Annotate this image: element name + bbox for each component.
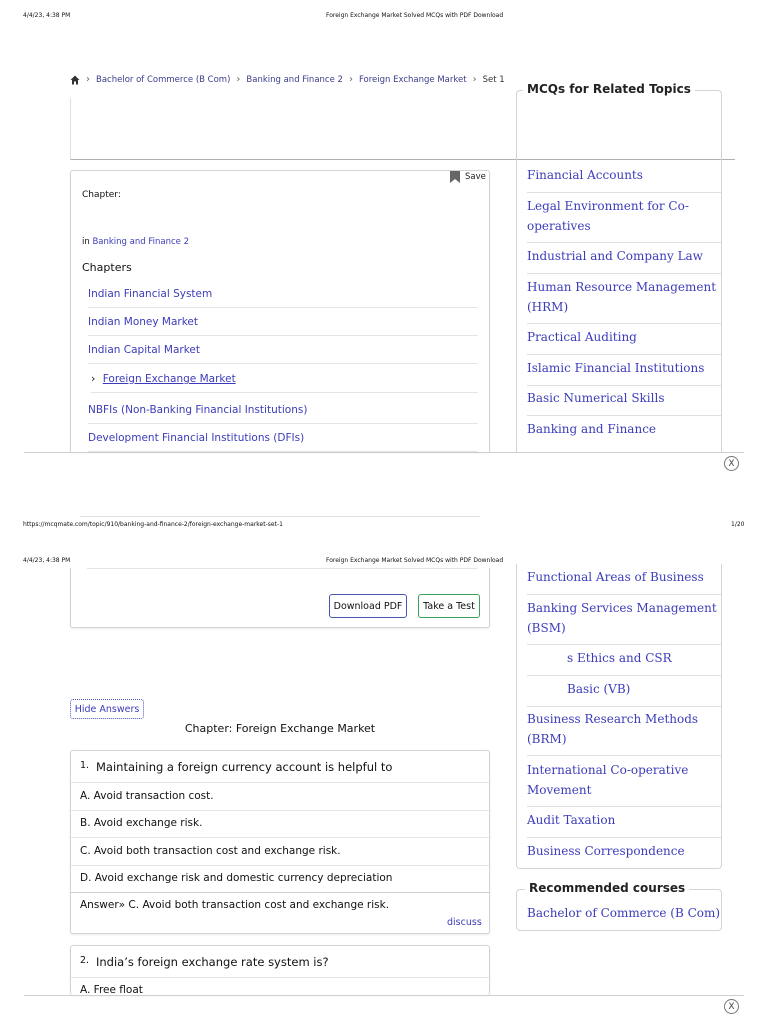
related-topics-title: MCQs for Related Topics xyxy=(523,82,695,96)
sidebar-topic[interactable]: Functional Areas of Business xyxy=(527,568,721,595)
answer-text: Answer» C. Avoid both transaction cost and exchange risk. xyxy=(80,899,390,911)
question-text: Maintaining a foreign currency account is helpful to xyxy=(96,760,393,774)
section-title: Chapter: Foreign Exchange Market xyxy=(184,722,376,735)
answer-option[interactable]: A. Avoid transaction cost. xyxy=(80,790,214,802)
download-pdf-button[interactable]: Download PDF xyxy=(329,594,407,618)
breadcrumb xyxy=(70,74,505,85)
breadcrumb-item[interactable]: Banking and Finance 2 xyxy=(246,74,343,85)
chevron-right-icon: › xyxy=(86,74,90,85)
question-text: India’s foreign exchange rate system is? xyxy=(96,955,329,969)
answer-option[interactable]: D. Avoid exchange risk and domestic currency depreciation xyxy=(80,872,393,884)
related-topics-panel xyxy=(516,82,722,452)
related-topics-panel-continued xyxy=(516,564,722,869)
sidebar-topic[interactable]: Human Resource Management (HRM) xyxy=(527,278,721,324)
sidebar-topic[interactable]: Islamic Financial Institutions xyxy=(527,359,721,386)
sidebar-topic[interactable]: Business Correspondence xyxy=(527,844,685,858)
question-number: 2. xyxy=(80,955,90,966)
question-card xyxy=(70,750,490,934)
answer-option[interactable]: C. Avoid both transaction cost and exchange risk. xyxy=(80,845,341,857)
print-datetime: 4/4/23, 4:38 PM xyxy=(23,12,71,19)
sidebar-topic[interactable]: Banking Services Management (BSM) xyxy=(527,599,721,645)
sidebar-topic[interactable]: Basic Numerical Skills xyxy=(527,389,721,416)
breadcrumb-item[interactable]: Foreign Exchange Market xyxy=(358,74,467,85)
close-icon[interactable]: X xyxy=(724,456,739,471)
chapter-link[interactable]: Development Financial Institutions (DFIs) xyxy=(88,432,478,452)
question-number: 1. xyxy=(80,760,90,771)
sidebar-topic[interactable]: Legal Environment for Co-operatives xyxy=(527,197,721,243)
sidebar-topic[interactable]: Financial Accounts xyxy=(527,166,721,193)
sidebar-topic[interactable]: Banking and Finance xyxy=(527,422,657,436)
sidebar-topic[interactable]: Industrial and Company Law xyxy=(527,247,721,274)
print-page-number: 1/20 xyxy=(731,521,745,528)
page-cut-line xyxy=(24,452,744,453)
chapters-heading: Chapters xyxy=(82,261,132,274)
save-label: Save xyxy=(465,172,486,182)
chapter-link[interactable]: Indian Capital Market xyxy=(88,344,478,364)
discuss-link[interactable]: discuss xyxy=(447,917,482,928)
print-url: https://mcqmate.com/topic/910/banking-and-finance-2/foreign-exchange-market-set-1 xyxy=(23,521,283,528)
sidebar-topic[interactable]: Audit Taxation xyxy=(527,811,721,838)
sidebar-topic[interactable]: International Co-operative Movement xyxy=(527,761,721,807)
chevron-right-icon: › xyxy=(236,74,241,85)
question-card xyxy=(70,945,490,995)
recommended-course-link[interactable]: Bachelor of Commerce (B Com) xyxy=(527,906,721,920)
chapter-link[interactable]: Indian Financial System xyxy=(88,288,478,308)
sidebar-topic[interactable]: s Ethics and CSR xyxy=(527,649,721,676)
save-button[interactable] xyxy=(450,171,486,183)
answer-option[interactable]: B. Avoid exchange risk. xyxy=(80,817,203,829)
take-test-button[interactable]: Take a Test xyxy=(418,594,480,618)
sidebar-topic[interactable]: Basic (VB) xyxy=(527,680,721,707)
in-subject: in Banking and Finance 2 xyxy=(82,237,189,247)
print-datetime: 4/4/23, 4:38 PM xyxy=(23,557,71,564)
sidebar-topic[interactable]: Practical Auditing xyxy=(527,328,721,355)
actions-card xyxy=(70,568,490,628)
recommended-courses-panel xyxy=(516,881,722,931)
chapter-link[interactable]: Indian Money Market xyxy=(88,316,478,336)
sidebar-topic[interactable]: Business Research Methods (BRM) xyxy=(527,710,721,756)
chevron-right-icon: › xyxy=(472,74,477,85)
print-doc-title: Foreign Exchange Market Solved MCQs with PDF Download xyxy=(326,12,504,19)
chevron-right-icon: › xyxy=(91,372,96,385)
chapter-label: Chapter: xyxy=(82,190,121,200)
chapter-card xyxy=(70,170,490,452)
chapter-link[interactable]: NBFIs (Non-Banking Financial Institutions) xyxy=(88,404,478,424)
close-icon[interactable]: X xyxy=(724,999,739,1014)
chapter-link-current[interactable]: › Foreign Exchange Market xyxy=(91,372,478,393)
print-doc-title: Foreign Exchange Market Solved MCQs with PDF Download xyxy=(326,557,504,564)
breadcrumb-item[interactable]: Bachelor of Commerce (B Com) xyxy=(96,74,231,85)
hide-answers-button[interactable]: Hide Answers xyxy=(70,699,144,719)
breadcrumb-item-current: Set 1 xyxy=(482,74,505,85)
footer-rule xyxy=(80,516,480,517)
recommended-title: Recommended courses xyxy=(525,881,689,895)
subject-link[interactable]: Banking and Finance 2 xyxy=(92,237,189,247)
chevron-right-icon: › xyxy=(348,74,353,85)
answer-option[interactable]: A. Free float xyxy=(80,984,143,996)
bookmark-icon xyxy=(450,171,460,183)
page-cut-line xyxy=(24,995,744,996)
home-icon[interactable] xyxy=(70,75,80,85)
